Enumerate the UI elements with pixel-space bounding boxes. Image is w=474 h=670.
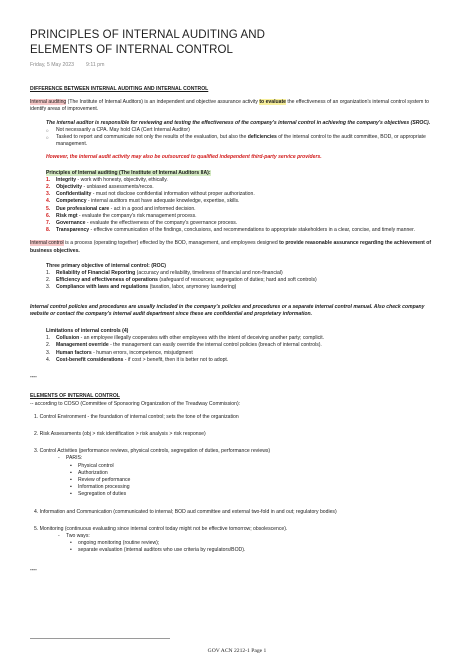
list-item xyxy=(46,191,444,198)
list-item xyxy=(46,350,444,357)
list-number: 4. xyxy=(46,198,51,205)
list-term: Reliability of Financial Reporting xyxy=(56,270,136,277)
list-term: Cost-benefit considerations xyxy=(56,356,124,363)
list-description: - the management can easily override the internal control policies (breach of internal controls). xyxy=(108,342,322,349)
roc-list xyxy=(46,270,444,292)
list-term: Collusion xyxy=(56,335,80,342)
list-item: ▪ Physical control xyxy=(70,463,444,470)
list-description: - work with honesty, objectivity, ethically. xyxy=(76,176,168,183)
list-term: Confidentiality xyxy=(56,191,92,198)
section-heading-elements: ELEMENTS OF INTERNAL CONTROL xyxy=(30,393,120,400)
list-description: - unbiased assessments/recos. xyxy=(82,184,154,191)
limitations-list xyxy=(46,335,444,364)
list-item: ▪ Information processing xyxy=(70,484,444,491)
list-description: (safeguard of resources; segregation of duties; hard and soft controls) xyxy=(157,277,317,284)
paris-dash-list xyxy=(58,455,444,462)
list-item xyxy=(46,184,444,191)
list-term: Integrity xyxy=(56,176,77,183)
principles-heading-text: Principles of Internal auditing (The Institute of Internal Auditors IIA): xyxy=(46,169,211,176)
list-item: ▪ Authorization xyxy=(70,470,444,477)
ic-def-text: is a process (operating together) effected by the BOD, management, and employees designed xyxy=(63,240,280,247)
ia-def-emphasis: to evaluate xyxy=(259,99,286,106)
ia-def-text: (The Institute of Internal Auditors) is an independent and objective assurance activity xyxy=(66,99,260,106)
ia-responsibility: The internal auditor is responsible for reviewing and testing the effectiveness of the company's internal control in achieving the company's objectives (SROC). xyxy=(46,119,431,126)
list-description: - internal auditors must have adequate knowledge, expertise, skills. xyxy=(86,198,240,205)
list-term: Objectivity xyxy=(56,184,83,191)
bullet-text: Tasked to report and communicate not only the results of the evaluation, but also the xyxy=(56,134,248,141)
term-internal-control: Internal control xyxy=(30,240,64,247)
ia-bullet-list xyxy=(46,127,444,149)
list-description: - human errors, incompetence, misjudgment xyxy=(91,349,193,356)
list-number: 2. xyxy=(46,184,51,191)
list-item: - PARIS: xyxy=(58,455,444,462)
list-item xyxy=(46,220,444,227)
note-date: Friday, 5 May 2023 xyxy=(30,62,75,68)
list-description: - an employee illegally cooperates with other employees with the intent of deceiving another party; complicit. xyxy=(79,335,325,342)
note-meta xyxy=(30,62,444,68)
list-number: 4. xyxy=(46,356,51,363)
list-term: Governance xyxy=(56,220,86,227)
list-item xyxy=(46,206,444,213)
separator: ---- xyxy=(30,374,37,381)
list-number: 8. xyxy=(46,227,51,234)
list-term: Due professional care xyxy=(56,205,110,212)
ways-block xyxy=(30,533,444,555)
list-item: • separate evaluation (internal auditors who use criteria by regulators/BOD). xyxy=(70,547,444,554)
page-title: PRINCIPLES OF INTERNAL AUDITING AND ELEMENTS OF INTERNAL CONTROL xyxy=(30,29,266,56)
note-body xyxy=(30,86,444,574)
paris-block xyxy=(30,455,444,498)
term-internal-auditing: Internal auditing xyxy=(30,99,67,106)
ia-def-text-end: the effectiveness of an organization's internal control system to identify areas of improvement. xyxy=(30,99,429,113)
internal-auditing-definition xyxy=(30,99,444,113)
list-item: - Two ways: xyxy=(58,533,444,540)
ways-dash-list xyxy=(58,533,444,540)
list-item xyxy=(46,270,444,277)
list-term: Transparency xyxy=(56,227,90,234)
page-footer: GOV ACN 2212-1 Page 1 xyxy=(207,648,267,654)
list-number: 2. xyxy=(46,342,51,349)
list-number: 1. xyxy=(46,176,51,183)
list-item xyxy=(46,134,444,148)
limitations-block xyxy=(30,328,444,364)
list-number: 3. xyxy=(46,191,51,198)
list-item xyxy=(46,213,444,220)
limitations-heading: Limitations of internal controls (4) xyxy=(46,328,129,335)
section-heading-difference: DIFFERENCE BETWEEN INTERNAL AUDITING AND INTERNAL CONTROL xyxy=(30,86,209,92)
separator: ---- xyxy=(30,566,37,573)
list-description: (accuracy and reliability, timeliness of financial and non-financial) xyxy=(135,270,283,277)
list-description: - act in a good and informed decision. xyxy=(109,205,196,212)
ia-responsibility-block xyxy=(30,120,444,235)
list-description: - evaluate the company's risk management process. xyxy=(77,212,197,219)
list-item xyxy=(46,198,444,205)
list-description: - evaluate the effectiveness of the company's governance process. xyxy=(85,220,238,227)
roc-block xyxy=(30,263,444,292)
list-item xyxy=(46,177,444,184)
list-number: 6. xyxy=(46,212,51,219)
list-item: ▪ Segregation of duties xyxy=(70,491,444,498)
list-term: Human factors xyxy=(56,349,92,356)
list-number: 3. xyxy=(46,349,51,356)
list-item xyxy=(46,342,444,349)
list-item xyxy=(46,284,444,291)
list-term: Management override xyxy=(56,342,109,349)
list-description: - effective communication of the findings, conclusions, and recommendations to appropriate stakeholders in a clear, concise, and timely manner. xyxy=(89,227,415,234)
list-term: Risk mgt xyxy=(56,212,78,219)
list-item: ▪ Review of performance xyxy=(70,477,444,484)
element-control-activities: 3. Control Activities (performance reviews, physical controls, segregation of duties, performance reviews) xyxy=(34,448,271,455)
element-risk-assessments: 2. Risk Assessments (obj > risk identification > risk analysis > risk response) xyxy=(34,430,206,437)
list-number: 5. xyxy=(46,205,51,212)
element-monitoring: 5. Monitoring (continuous evaluating since internal control today might not be effective tomorrow; obsolescence). xyxy=(34,525,288,532)
element-information-communication: 4. Information and Communication (communicated to internal; BOD aud committee and external two-fold in and out; regulatory bodies) xyxy=(34,508,337,515)
internal-control-definition xyxy=(30,240,444,254)
list-number: 3. xyxy=(46,284,51,291)
list-item xyxy=(46,277,444,284)
bullet-text-end: of the internal control to the audit committee, BOD, or appropriate management. xyxy=(56,134,426,148)
list-item: • ongoing monitoring (routine review); xyxy=(70,540,444,547)
list-item: ○ Not necessarily a CPA. May hold CIA (Cert Internal Auditor) xyxy=(46,127,444,134)
list-number: 1. xyxy=(46,270,51,277)
principles-list xyxy=(46,177,444,235)
bullet-emphasis: deficiencies xyxy=(247,134,277,141)
coso-note: -- according to COSO (Committee of Sponsoring Organization of the Treadway Commission): xyxy=(30,400,241,407)
list-description: (taxation, labor, anymoney laundering) xyxy=(148,284,237,291)
list-item xyxy=(46,335,444,342)
list-term: Compliance with laws and regulations xyxy=(56,284,149,291)
note-time: 9:11 pm xyxy=(86,62,105,68)
paris-list xyxy=(58,463,444,499)
footer-divider xyxy=(30,638,170,639)
element-control-environment: 1. Control Environment - the foundation of internal control; sets the tone of the organization xyxy=(34,413,239,420)
roc-heading: Three primary objective of internal control: (ROC) xyxy=(46,262,167,269)
outsourced-note: However, the internal audit activity may also be outsourced to qualified independent third-party service providers. xyxy=(46,154,322,161)
list-description: - if cost > benefit, then it is better not to adopt. xyxy=(123,356,229,363)
list-item xyxy=(46,227,444,234)
ic-policies-note: Internal control policies and procedures are usually included in the company's policies and procedures or a separate internal control manual. Also check company website or contact the company's internal audit department since these are confidential and proprietary information. xyxy=(30,303,425,317)
list-number: 1. xyxy=(46,335,51,342)
ways-list xyxy=(58,540,444,554)
list-item xyxy=(46,357,444,364)
list-description: - must not disclose confidential information without proper authorization. xyxy=(91,191,255,198)
principles-heading xyxy=(46,170,444,177)
list-term: Efficiency and effectiveness of operations xyxy=(56,277,158,284)
list-number: 2. xyxy=(46,277,51,284)
list-term: Competency xyxy=(56,198,87,205)
ic-def-emphasis: to provide reasonable assurance regarding the achievement of business objectives. xyxy=(30,240,432,254)
list-number: 7. xyxy=(46,220,51,227)
